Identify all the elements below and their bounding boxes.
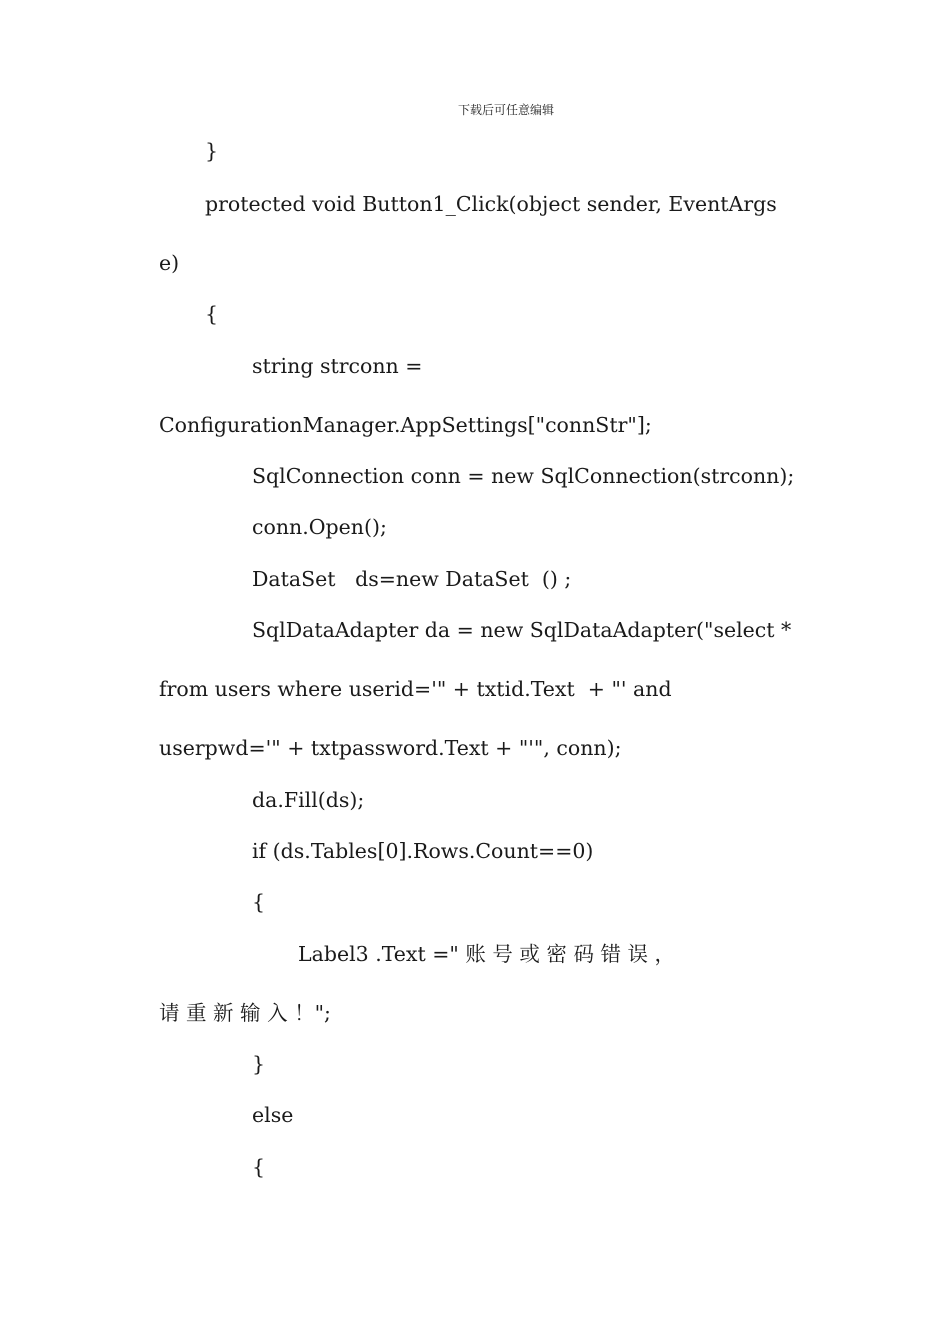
code-line: da.Fill(ds); — [252, 788, 365, 812]
code-line: DataSet ds=new DataSet () ; — [252, 567, 572, 591]
code-line: Label3 .Text =" 账 号 或 密 码 错 误 ， — [298, 942, 675, 966]
code-line: if (ds.Tables[0].Rows.Count==0) — [252, 839, 594, 863]
code-line: conn.Open(); — [252, 515, 387, 539]
code-line: SqlDataAdapter da = new SqlDataAdapter("select * — [252, 618, 792, 642]
code-line: e) — [159, 251, 180, 275]
code-line: } — [252, 1052, 266, 1076]
code-line: string strconn = — [252, 354, 423, 378]
page-header: 下载后可任意编辑 — [457, 103, 554, 117]
code-line: { — [252, 890, 266, 914]
code-line: { — [205, 302, 219, 326]
code-line: ConfigurationManager.AppSettings["connStr"]; — [159, 413, 652, 437]
code-line: SqlConnection conn = new SqlConnection(strconn); — [252, 464, 795, 488]
code-line: } — [205, 139, 219, 163]
code-line: userpwd='" + txtpassword.Text + "'", conn); — [159, 736, 622, 760]
code-line: { — [252, 1155, 266, 1179]
code-line: else — [252, 1103, 294, 1127]
code-line: 请 重 新 输 入 ！"; — [159, 1001, 331, 1025]
code-line: from users where userid='" + txtid.Text + "' and — [159, 677, 672, 701]
code-line: protected void Button1_Click(object sender, EventArgs — [205, 192, 777, 216]
